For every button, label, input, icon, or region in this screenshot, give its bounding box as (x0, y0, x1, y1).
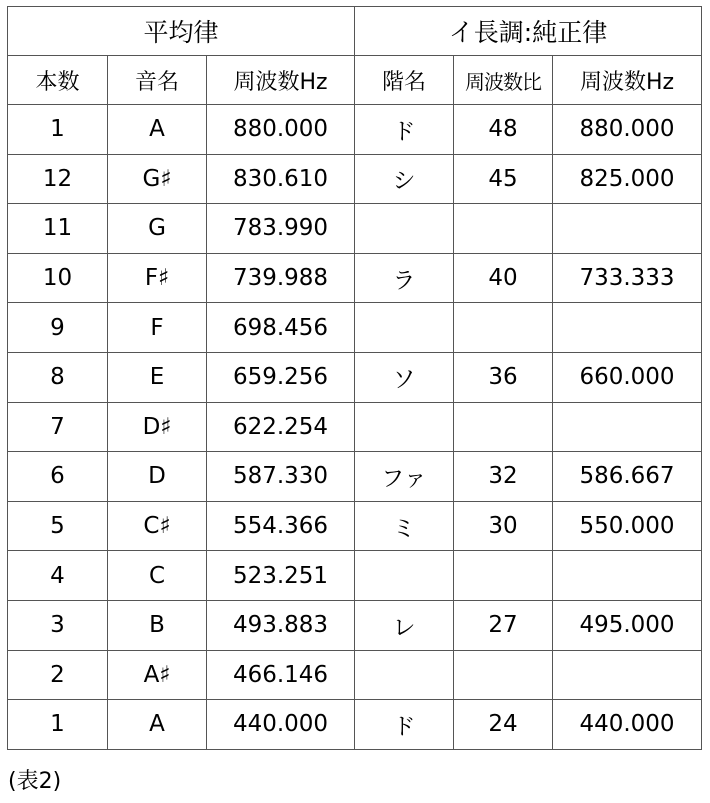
frequency-ratio-cell: 32 (454, 452, 553, 502)
table-row (8, 650, 702, 700)
just-frequency-cell: 660.000 (553, 352, 702, 402)
frequency-ratio-cell (454, 402, 553, 452)
equal-frequency-cell: 493.883 (207, 600, 355, 650)
solfege-cell (355, 204, 454, 254)
solfege-cell: レ (355, 600, 454, 650)
note-name-cell: E (108, 352, 207, 402)
column-header-frequency-just: 周波数Hz (553, 56, 702, 105)
tuning-comparison-table (7, 6, 702, 750)
table-row (8, 501, 702, 551)
frequency-ratio-cell: 36 (454, 352, 553, 402)
note-name-cell: F♯ (108, 253, 207, 303)
string-count-cell: 4 (8, 551, 108, 601)
equal-frequency-cell: 440.000 (207, 700, 355, 750)
solfege-cell: ラ (355, 253, 454, 303)
equal-frequency-cell: 830.610 (207, 154, 355, 204)
table-body (8, 105, 702, 750)
table-row (8, 105, 702, 155)
frequency-ratio-cell: 24 (454, 700, 553, 750)
note-name-cell: G♯ (108, 154, 207, 204)
string-count-cell: 1 (8, 105, 108, 155)
just-frequency-cell: 440.000 (553, 700, 702, 750)
just-frequency-cell: 550.000 (553, 501, 702, 551)
table-row (8, 303, 702, 353)
solfege-cell: ミ (355, 501, 454, 551)
column-header-string-count: 本数 (8, 56, 108, 105)
equal-frequency-cell: 880.000 (207, 105, 355, 155)
solfege-cell: シ (355, 154, 454, 204)
string-count-cell: 8 (8, 352, 108, 402)
solfege-cell: ド (355, 700, 454, 750)
string-count-cell: 2 (8, 650, 108, 700)
equal-frequency-cell: 783.990 (207, 204, 355, 254)
just-frequency-cell: 586.667 (553, 452, 702, 502)
note-name-cell: D (108, 452, 207, 502)
frequency-ratio-cell (454, 551, 553, 601)
equal-frequency-cell: 622.254 (207, 402, 355, 452)
note-name-cell: A♯ (108, 650, 207, 700)
table-row (8, 700, 702, 750)
column-header-note-name: 音名 (108, 56, 207, 105)
equal-frequency-cell: 466.146 (207, 650, 355, 700)
string-count-cell: 5 (8, 501, 108, 551)
string-count-cell: 12 (8, 154, 108, 204)
just-frequency-cell (553, 204, 702, 254)
note-name-cell: B (108, 600, 207, 650)
solfege-cell (355, 303, 454, 353)
just-frequency-cell (553, 402, 702, 452)
note-name-cell: G (108, 204, 207, 254)
note-name-cell: A (108, 700, 207, 750)
table-caption: (表2) (8, 769, 62, 794)
equal-frequency-cell: 698.456 (207, 303, 355, 353)
table-row (8, 253, 702, 303)
table-row (8, 452, 702, 502)
just-frequency-cell: 825.000 (553, 154, 702, 204)
frequency-ratio-cell (454, 650, 553, 700)
string-count-cell: 9 (8, 303, 108, 353)
equal-frequency-cell: 659.256 (207, 352, 355, 402)
solfege-cell (355, 551, 454, 601)
frequency-ratio-cell: 30 (454, 501, 553, 551)
column-header-frequency-ratio: 周波数比 (454, 56, 553, 105)
equal-frequency-cell: 554.366 (207, 501, 355, 551)
string-count-cell: 1 (8, 700, 108, 750)
column-header-frequency-equal: 周波数Hz (207, 56, 355, 105)
table-row (8, 352, 702, 402)
just-frequency-cell: 733.333 (553, 253, 702, 303)
just-frequency-cell: 880.000 (553, 105, 702, 155)
just-frequency-cell: 495.000 (553, 600, 702, 650)
column-header-solfege: 階名 (355, 56, 454, 105)
solfege-cell (355, 402, 454, 452)
string-count-cell: 10 (8, 253, 108, 303)
equal-frequency-cell: 523.251 (207, 551, 355, 601)
table-row (8, 204, 702, 254)
a-major-just-intonation-header: イ長調:純正律 (355, 7, 702, 56)
equal-frequency-cell: 739.988 (207, 253, 355, 303)
frequency-ratio-cell (454, 303, 553, 353)
note-name-cell: C♯ (108, 501, 207, 551)
just-frequency-cell (553, 650, 702, 700)
string-count-cell: 11 (8, 204, 108, 254)
string-count-cell: 3 (8, 600, 108, 650)
string-count-cell: 6 (8, 452, 108, 502)
frequency-ratio-cell: 48 (454, 105, 553, 155)
just-frequency-cell (553, 551, 702, 601)
equal-frequency-cell: 587.330 (207, 452, 355, 502)
note-name-cell: F (108, 303, 207, 353)
table-row (8, 551, 702, 601)
frequency-ratio-cell (454, 204, 553, 254)
table-row (8, 154, 702, 204)
string-count-cell: 7 (8, 402, 108, 452)
solfege-cell: ド (355, 105, 454, 155)
solfege-cell: ソ (355, 352, 454, 402)
note-name-cell: D♯ (108, 402, 207, 452)
solfege-cell: ファ (355, 452, 454, 502)
note-name-cell: A (108, 105, 207, 155)
just-frequency-cell (553, 303, 702, 353)
table-row (8, 600, 702, 650)
frequency-ratio-cell: 40 (454, 253, 553, 303)
frequency-ratio-cell: 27 (454, 600, 553, 650)
solfege-cell (355, 650, 454, 700)
equal-temperament-header: 平均律 (8, 7, 355, 56)
note-name-cell: C (108, 551, 207, 601)
frequency-ratio-cell: 45 (454, 154, 553, 204)
table-row (8, 402, 702, 452)
